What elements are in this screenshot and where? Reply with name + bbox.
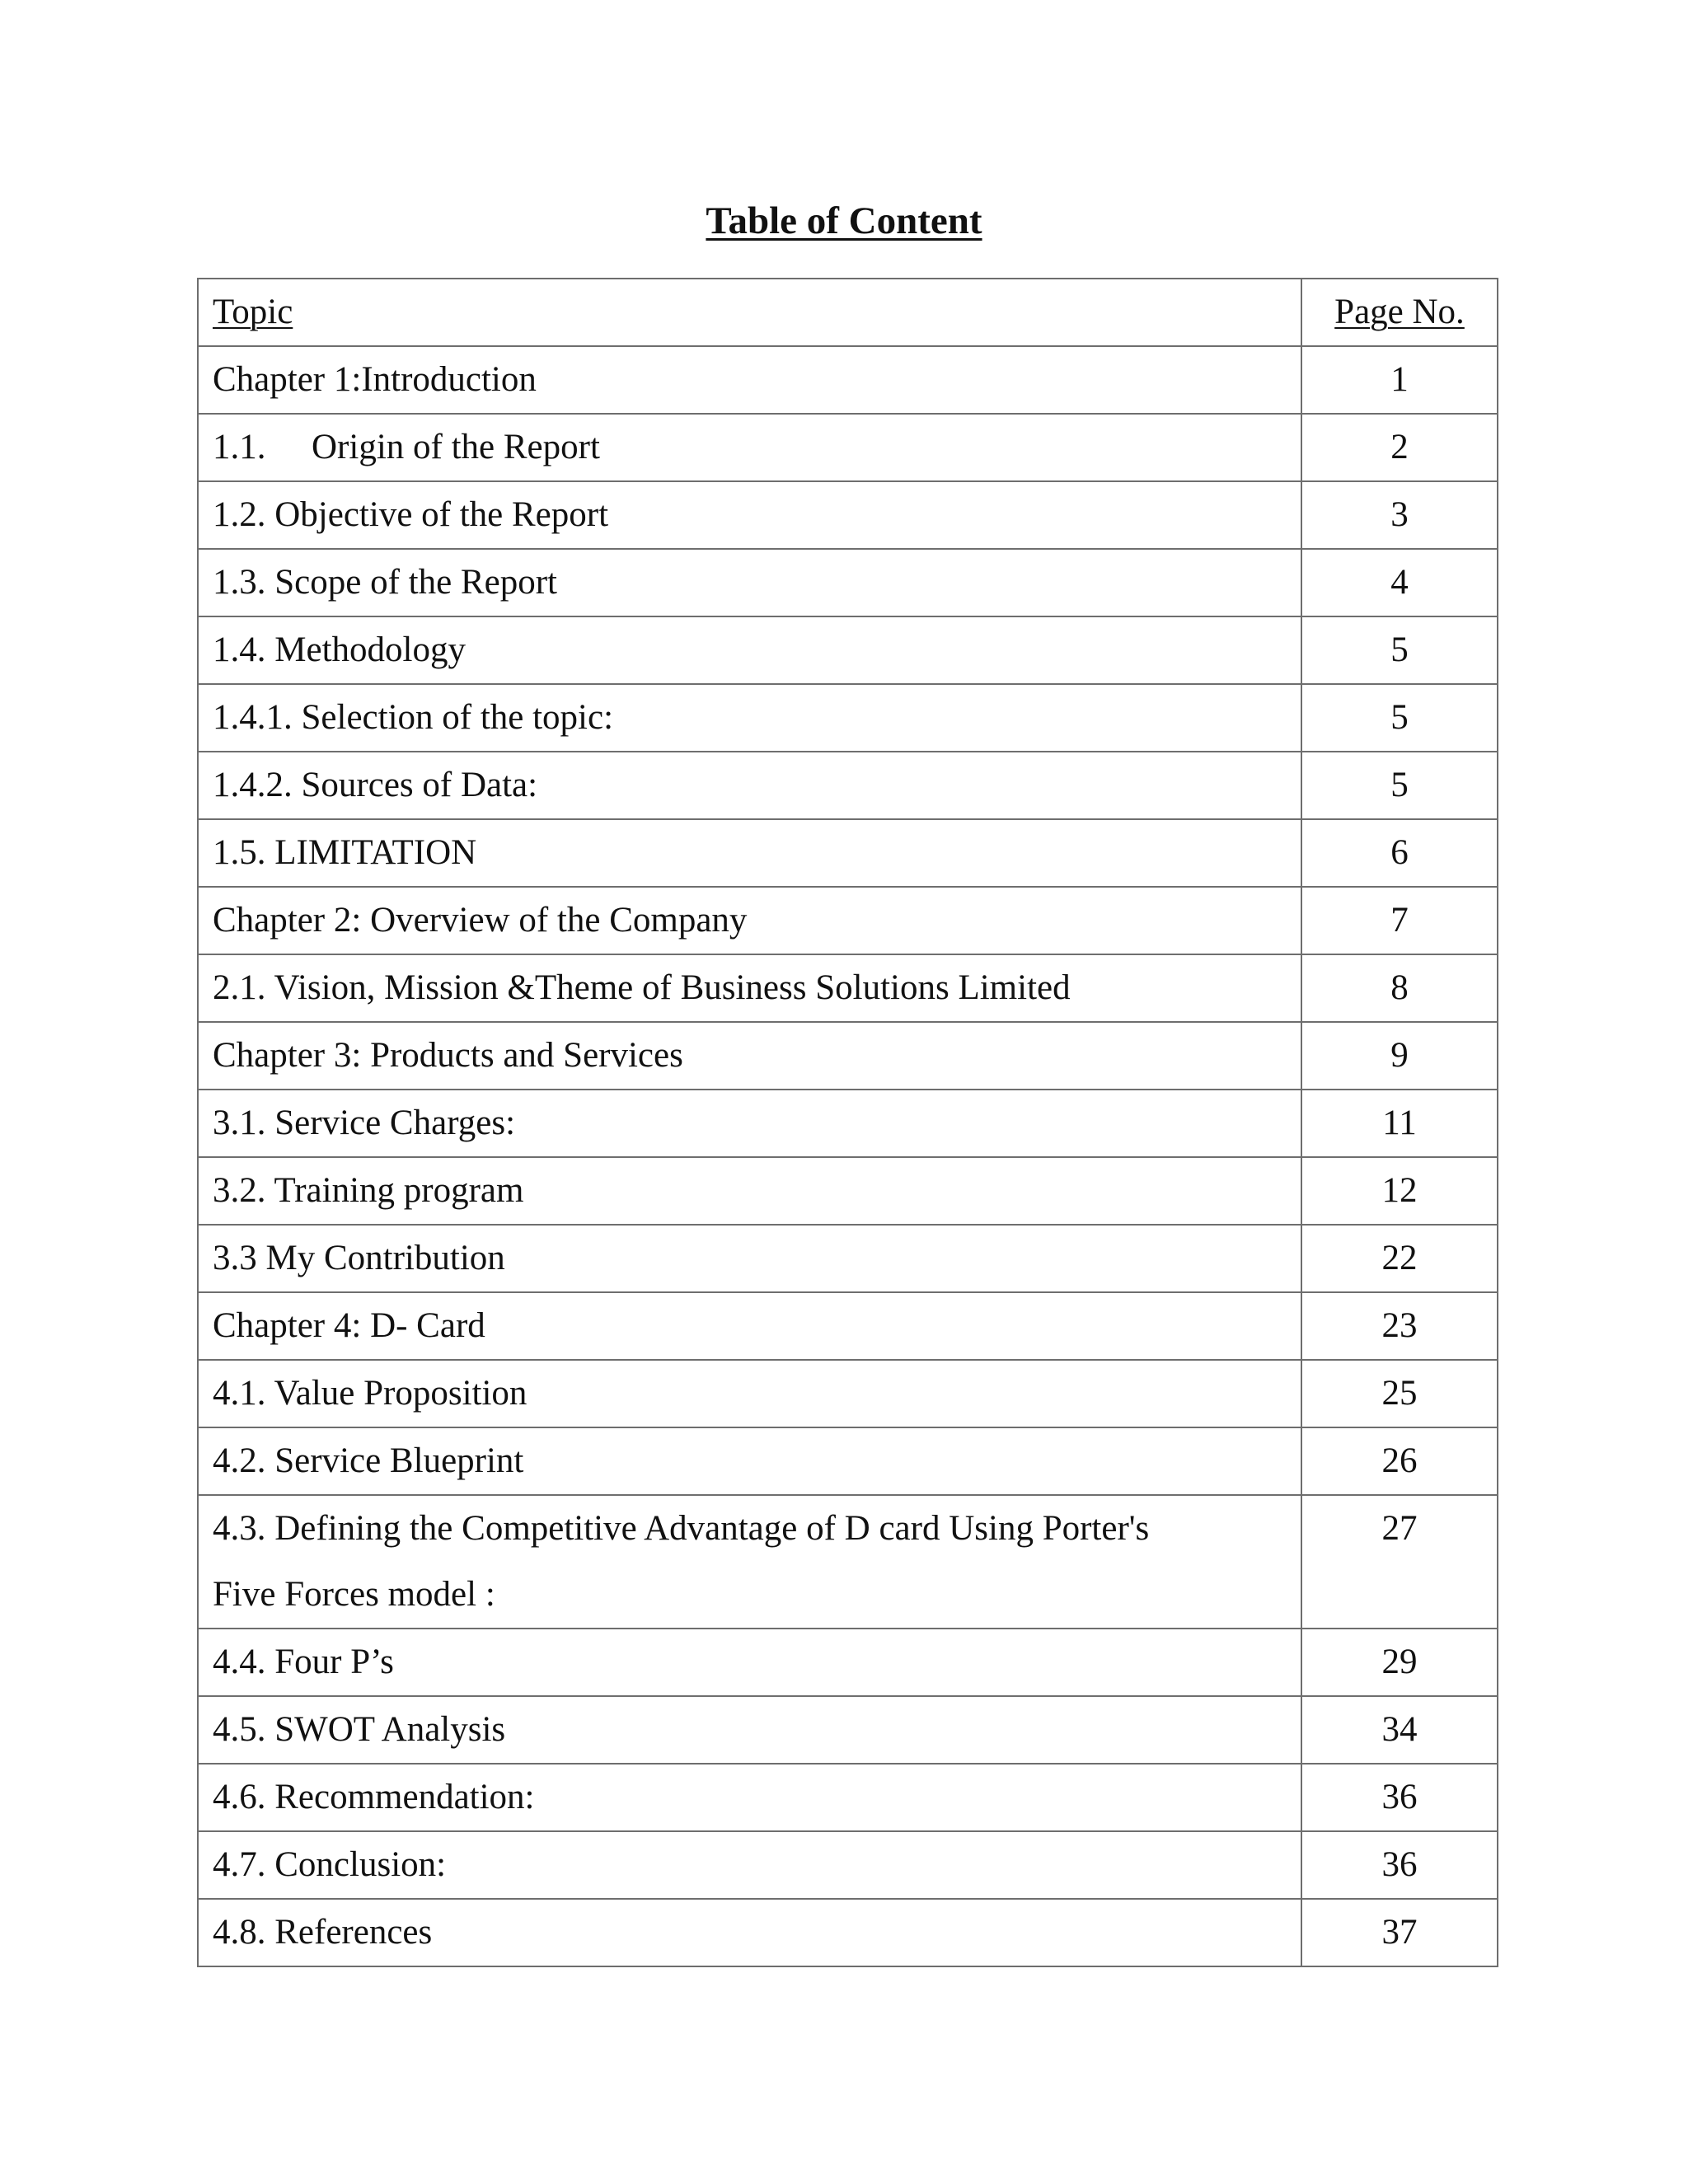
toc-page: 2 (1301, 414, 1498, 481)
toc-topic: 1.4.1. Selection of the topic: (198, 684, 1301, 752)
table-row (198, 684, 1498, 752)
toc-topic: 4.6. Recommendation: (198, 1764, 1301, 1831)
table-row (198, 1292, 1498, 1360)
toc-topic: 3.2. Training program (198, 1157, 1301, 1225)
toc-topic: 1.2. Objective of the Report (198, 481, 1301, 549)
toc-page: 5 (1301, 684, 1498, 752)
toc-page: 26 (1301, 1427, 1498, 1495)
table-row (198, 819, 1498, 887)
toc-page: 6 (1301, 819, 1498, 887)
toc-page: 1 (1301, 346, 1498, 414)
table-row (198, 1495, 1498, 1629)
toc-topic: 4.5. SWOT Analysis (198, 1696, 1301, 1764)
toc-page: 7 (1301, 887, 1498, 954)
table-row (198, 549, 1498, 616)
toc-topic: 4.4. Four P’s (198, 1629, 1301, 1696)
table-row (198, 1831, 1498, 1899)
toc-page: 5 (1301, 616, 1498, 684)
toc-topic-line: Five Forces model : (213, 1575, 495, 1614)
table-row (198, 414, 1498, 481)
toc-page: 37 (1301, 1899, 1498, 1966)
table-row (198, 954, 1498, 1022)
toc-header-page (1301, 279, 1498, 346)
table-row (198, 1696, 1498, 1764)
table-row (198, 1764, 1498, 1831)
toc-topic: Chapter 4: D- Card (198, 1292, 1301, 1360)
toc-table (197, 278, 1498, 1967)
toc-topic (198, 414, 1301, 481)
toc-page: 23 (1301, 1292, 1498, 1360)
toc-topic: 2.1. Vision, Mission &Theme of Business Solutions Limited (198, 954, 1301, 1022)
toc-page: 25 (1301, 1360, 1498, 1427)
table-row (198, 1360, 1498, 1427)
toc-section-number: 1.1. (213, 428, 266, 466)
table-row (198, 616, 1498, 684)
toc-topic: 3.3 My Contribution (198, 1225, 1301, 1292)
toc-page: 34 (1301, 1696, 1498, 1764)
toc-page: 11 (1301, 1090, 1498, 1157)
toc-header-page-text: Page No. (1334, 293, 1465, 331)
table-row (198, 752, 1498, 819)
table-row (198, 1427, 1498, 1495)
toc-page: 36 (1301, 1764, 1498, 1831)
toc-section-title: Origin of the Report (312, 428, 600, 466)
toc-topic: 4.2. Service Blueprint (198, 1427, 1301, 1495)
toc-topic: 1.5. LIMITATION (198, 819, 1301, 887)
table-row (198, 1899, 1498, 1966)
toc-page: 12 (1301, 1157, 1498, 1225)
toc-page: 22 (1301, 1225, 1498, 1292)
toc-topic: Chapter 1:Introduction (198, 346, 1301, 414)
page-title: Table of Content (706, 199, 982, 242)
table-row (198, 1157, 1498, 1225)
toc-topic: 1.4. Methodology (198, 616, 1301, 684)
toc-topic: 4.8. References (198, 1899, 1301, 1966)
table-row (198, 1225, 1498, 1292)
table-row (198, 481, 1498, 549)
toc-page: 27 (1301, 1495, 1498, 1629)
toc-header-topic (198, 279, 1301, 346)
toc-page: 8 (1301, 954, 1498, 1022)
toc-topic-line: 4.3. Defining the Competitive Advantage of D card Using Porter's (213, 1509, 1150, 1548)
toc-page: 9 (1301, 1022, 1498, 1090)
toc-topic: 1.4.2. Sources of Data: (198, 752, 1301, 819)
toc-page: 3 (1301, 481, 1498, 549)
toc-topic: Chapter 3: Products and Services (198, 1022, 1301, 1090)
toc-topic: 4.1. Value Proposition (198, 1360, 1301, 1427)
toc-topic: 4.7. Conclusion: (198, 1831, 1301, 1899)
toc-header-topic-text: Topic (213, 293, 293, 331)
toc-page: 4 (1301, 549, 1498, 616)
table-row (198, 346, 1498, 414)
toc-topic (198, 1495, 1301, 1629)
toc-topic: Chapter 2: Overview of the Company (198, 887, 1301, 954)
table-row (198, 1629, 1498, 1696)
toc-header-row (198, 279, 1498, 346)
toc-page: 5 (1301, 752, 1498, 819)
table-row (198, 1022, 1498, 1090)
table-row (198, 887, 1498, 954)
toc-topic: 3.1. Service Charges: (198, 1090, 1301, 1157)
toc-topic: 1.3. Scope of the Report (198, 549, 1301, 616)
toc-page: 36 (1301, 1831, 1498, 1899)
table-row (198, 1090, 1498, 1157)
toc-page: 29 (1301, 1629, 1498, 1696)
